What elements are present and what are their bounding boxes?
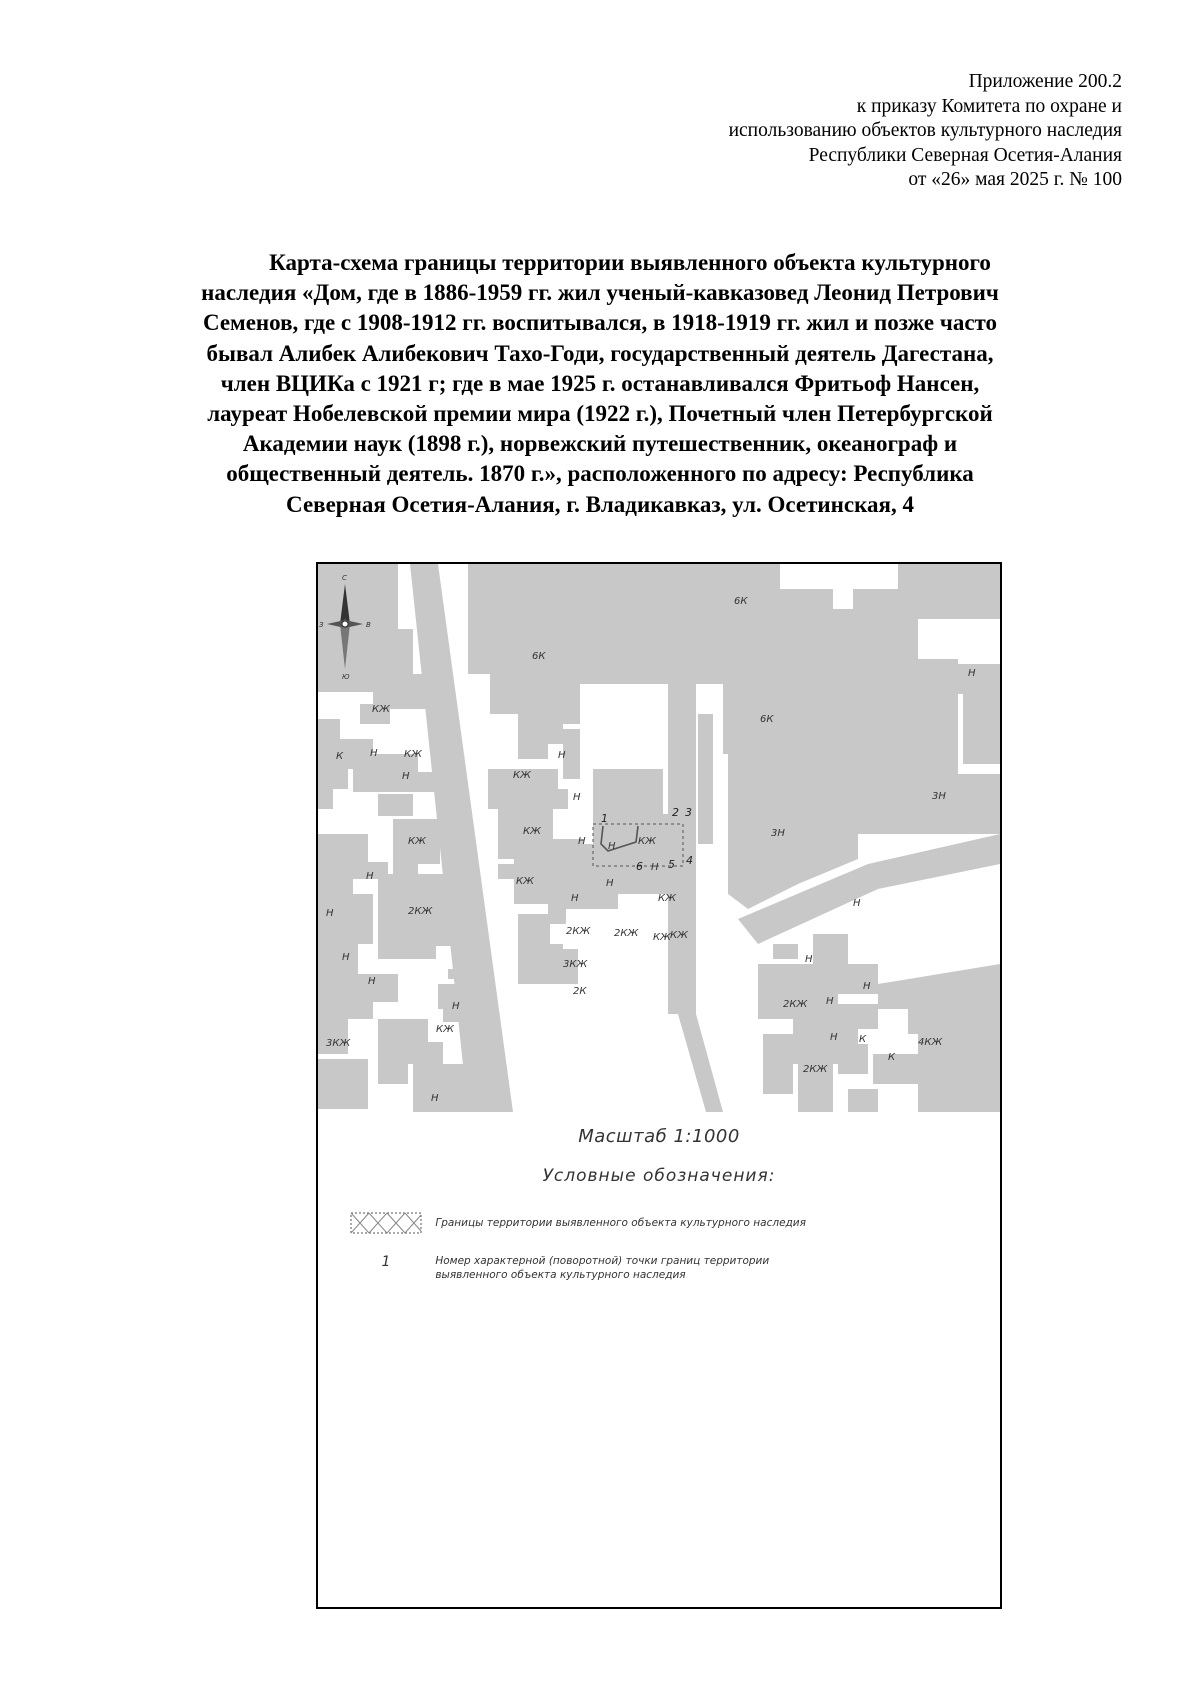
title-line: лауреат Нобелевской премии мира (1922 г.), Почетный член Петербургской <box>207 401 993 427</box>
building-label: Н <box>968 668 976 679</box>
building-label: Н <box>805 954 813 965</box>
legend-item-point <box>350 1254 769 1282</box>
building-label: 6К <box>532 651 546 662</box>
road-strip <box>668 664 723 1112</box>
building-label: 2К <box>573 986 587 997</box>
compass-label: С <box>342 574 347 582</box>
building-label: Н <box>452 1001 460 1012</box>
building <box>543 944 563 959</box>
approval-line: от «26» мая 2025 г. № 100 <box>908 169 1122 190</box>
building-label: КЖ <box>436 1024 454 1035</box>
building-label: КЖ <box>372 704 390 715</box>
building <box>873 1054 918 1084</box>
legend-item-boundary <box>350 1212 806 1234</box>
building-label: КЖ <box>523 826 541 837</box>
building-label: 3КЖ <box>326 1038 351 1049</box>
building-label: Н <box>366 871 374 882</box>
building <box>353 754 438 792</box>
approval-line: Приложение 200.2 <box>968 71 1122 92</box>
building-label: КЖ <box>513 770 531 781</box>
building-label: К <box>888 1052 896 1063</box>
document-title <box>120 248 1080 520</box>
map-frame <box>316 562 1002 1609</box>
hatched-boundary-icon <box>350 1212 422 1234</box>
building <box>318 1059 368 1109</box>
building <box>833 1004 878 1044</box>
point-label: 4 <box>686 854 693 867</box>
compass-center <box>342 621 348 627</box>
approval-line: использованию объектов культурного наследия <box>728 120 1122 141</box>
building <box>848 1089 878 1112</box>
building-label: КЖ <box>658 893 676 904</box>
building <box>878 964 1000 1034</box>
building-label: Н <box>368 976 376 987</box>
building-label: КЖ <box>404 749 422 760</box>
building-label: 3Н <box>932 791 946 802</box>
building-label: 3КЖ <box>563 959 588 970</box>
title-line: Карта-схема границы территории выявленного объекта культурного <box>269 250 991 275</box>
title-line: Северная Осетия-Алания, г. Владикавказ, ул. Осетинская, 4 <box>286 491 914 517</box>
building-label: Н <box>606 878 614 889</box>
building-label: Н <box>370 748 378 759</box>
building <box>933 564 968 604</box>
title-line: Семенов, где с 1908-1912 гг. воспитывался, в 1918-1919 гг. жил и позже часто <box>202 310 998 336</box>
title-line: бывал Алибек Алибекович Тахо-Годи, государственный деятель Дагестана, <box>206 340 994 366</box>
point-label: 3 <box>685 806 692 819</box>
building-label: 3Н <box>771 828 785 839</box>
building <box>318 769 348 809</box>
building-label: 2КЖ <box>614 928 639 939</box>
building <box>773 944 798 959</box>
legend-text-block <box>435 1254 769 1282</box>
legend-text: выявленного объекта культурного наследия <box>435 1269 686 1281</box>
building-label: Н <box>863 981 871 992</box>
building-label: Н <box>558 750 566 761</box>
building <box>518 714 563 759</box>
building-label: КЖ <box>653 932 671 943</box>
building-label: Н <box>826 996 834 1007</box>
building-label: Н <box>342 952 350 963</box>
map-scale: Масштаб 1:1000 <box>578 1126 740 1147</box>
title-line: общественный деятель. 1870 г.», расположенного по адресу: Республика <box>226 461 974 487</box>
building-label: КЖ <box>670 930 688 941</box>
building-label: 6К <box>760 714 774 725</box>
building-label: К <box>336 751 344 762</box>
building-label: Н <box>573 792 581 803</box>
building-label: КЖ <box>638 836 656 847</box>
building-label: Н <box>608 841 616 852</box>
building-label: Н <box>830 1032 838 1043</box>
building <box>563 729 580 779</box>
title-line: наследия «Дом, где в 1886-1959 гг. жил ученый-кавказовед Леонид Петрович <box>201 280 999 306</box>
building-label: Н <box>578 836 586 847</box>
legend-text: Номер характерной (поворотной) точки границ территории <box>435 1255 770 1267</box>
building-label: Н <box>571 893 579 904</box>
building-label: 2КЖ <box>783 999 808 1010</box>
building-label: Н <box>402 771 410 782</box>
compass-label: Ю <box>342 673 350 681</box>
building-label: К <box>859 1034 867 1045</box>
building <box>838 1044 868 1074</box>
title-line: Академии наук (1898 г.), норвежский путешественник, океанограф и <box>242 431 958 457</box>
legend-text: Границы территории выявленного объекта культурного наследия <box>435 1217 806 1229</box>
point-label: 6 <box>636 860 643 873</box>
compass-label: З <box>319 621 324 629</box>
approval-block <box>729 70 1122 193</box>
building-label: Н <box>651 862 659 873</box>
road-strip <box>698 714 713 844</box>
building-label: КЖ <box>516 876 534 887</box>
building-label: КЖ <box>408 836 426 847</box>
point-label: 1 <box>601 812 608 825</box>
point-label: 5 <box>668 858 675 871</box>
building-label: 2КЖ <box>408 906 433 917</box>
building-label: 4КЖ <box>918 1037 943 1048</box>
building-label: 2КЖ <box>803 1064 828 1075</box>
building <box>318 894 373 944</box>
approval-line: Республики Северная Осетия-Алания <box>808 144 1122 166</box>
building-label: Н <box>431 1093 439 1104</box>
approval-line: к приказу Комитета по охране и <box>856 95 1122 117</box>
legend-title: Условные обозначения: <box>542 1166 776 1186</box>
building-label: Н <box>853 898 861 909</box>
building <box>378 794 413 816</box>
building-label: 2КЖ <box>566 926 591 937</box>
cadastral-map <box>318 564 1000 1112</box>
building-label: Н <box>326 908 334 919</box>
building <box>973 564 1000 609</box>
building <box>878 644 903 674</box>
point-label: 2 <box>672 806 679 819</box>
building <box>318 834 388 894</box>
title-line: член ВЦИКа с 1921 г; где в мае 1925 г. останавливался Фритьоф Нансен, <box>220 370 980 396</box>
building-label: 6К <box>734 596 748 607</box>
compass-label: В <box>366 621 371 629</box>
point-symbol: 1 <box>381 1254 391 1270</box>
